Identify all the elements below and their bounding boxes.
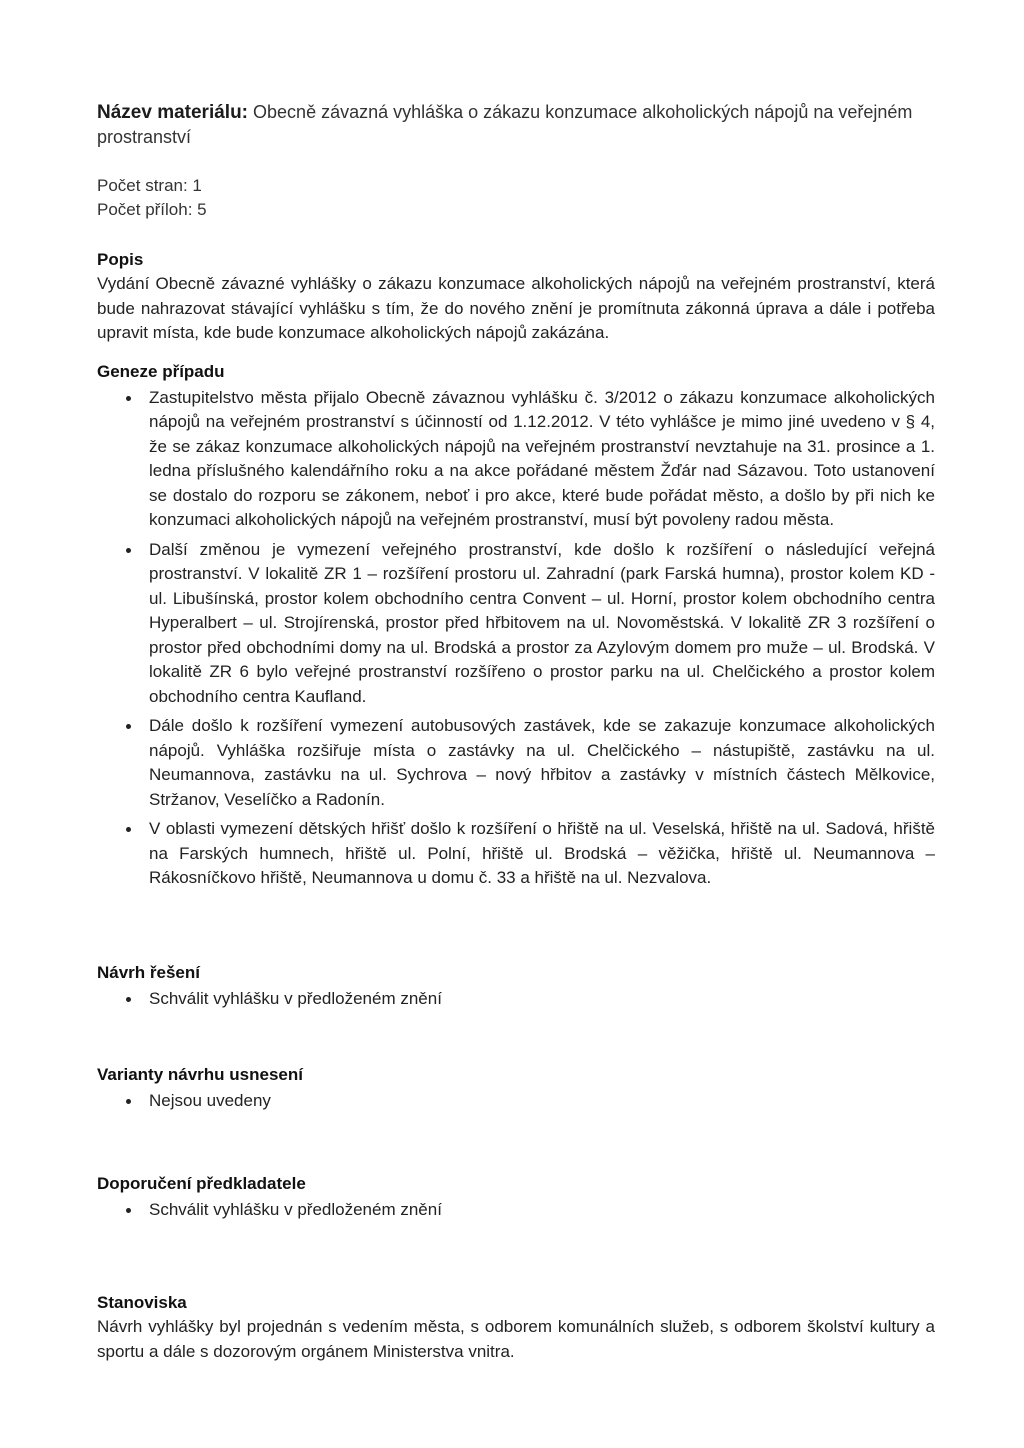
material-title-value: Obecně závazná vyhláška o zákazu konzumace alkoholických nápojů na veřejném prostranství: [97, 102, 913, 147]
list-item: [97, 714, 935, 812]
section-heading-navrh-reseni: Návrh řešení: [97, 962, 200, 982]
list-item-text: Schválit vyhlášku v předloženém znění: [149, 988, 442, 1008]
section-heading-varianty: Varianty návrhu usnesení: [97, 1065, 303, 1084]
material-title-label: Název materiálu:: [97, 102, 249, 123]
section-navrh-reseni: [97, 961, 935, 1012]
document-content: [97, 100, 935, 1364]
material-title: [97, 100, 935, 150]
list-item-text: Zastupitelstvo města přijalo Obecně závaznou vyhlášku č. 3/2012 o zákazu konzumace alkoholických nápojů na veřejném prostranství s účinností od 1.12.2012. V této vyhlášce je mimo jiné uvedeno v § 4, že se zákaz konzumace alkoholických nápojů na veřejném prostranství nevztahuje na 31. prosince a 1. ledna příslušného kalendářního roku a na akce pořádané městem Žďár nad Sázavou. Toto ustanovení se dostalo do rozporu se zákonem, neboť i pro akce, které bude pořádat město, a došlo by při nich ke konzumaci alkoholických nápojů na veřejném prostranství, musí být povoleny radou města.: [149, 387, 935, 529]
list-item-text: Dále došlo k rozšíření vymezení autobusových zastávek, kde se zakazuje konzumace alkoholických nápojů. Vyhláška rozšiřuje místa o zastávky na ul. Chelčického – nástupiště, zastávku na ul. Neumannova, zastávku na ul. Sychrova – nový hřbitov a zastávky v místních částech Mělkovice, Stržanov, Veselíčko a Radonín.: [149, 716, 935, 809]
doporuceni-list: [97, 1198, 935, 1223]
list-item-text: Nejsou uvedeny: [149, 1091, 271, 1110]
section-geneze: [97, 360, 935, 891]
list-item-text: Další změnou je vymezení veřejného prostranství, kde došlo k rozšíření o následující veřejná prostranství. V lokalitě ZR 1 – rozšíření prostoru ul. Zahradní (park Farská humna), prostor kolem KD - ul. Libušínská, prostor kolem obchodního centra Convent – ul. Horní, prostor kolem obchodního centra Hyperalbert – ul. Strojírenská, prostor před hřbitovem na ul. Novoměstská. V lokalitě ZR 3 rozšíření o prostor před obchodními domy na ul. Brodská a prostor za Azylovým domem pro muže – ul. Brodská. V lokalitě ZR 6 bylo veřejné prostranství rozšířeno o prostor parku na ul. Chelčického a prostor kolem obchodního centra Kaufland.: [149, 539, 935, 706]
bullet-icon: [126, 396, 131, 401]
list-item: [97, 1089, 935, 1114]
bullet-icon: [126, 1208, 131, 1213]
list-item: [97, 1198, 935, 1223]
varianty-list: [97, 1089, 935, 1114]
bullet-icon: [126, 724, 131, 729]
geneze-list: [97, 386, 935, 891]
list-item: [97, 987, 935, 1012]
list-item-text: Schválit vyhlášku v předloženém znění: [149, 1199, 442, 1219]
section-heading-doporuceni: Doporučení předkladatele: [97, 1173, 306, 1193]
stanoviska-text: Návrh vyhlášky byl projednán s vedením města, s odborem komunálních služeb, s odborem školství kultury a sportu a dále s dozorovým orgánem Ministerstva vnitra.: [97, 1317, 935, 1361]
bullet-icon: [126, 1099, 131, 1104]
section-doporuceni: [97, 1172, 935, 1223]
section-heading-popis: Popis: [97, 250, 144, 269]
bullet-icon: [126, 997, 131, 1002]
section-varianty: [97, 1063, 935, 1114]
section-popis: [97, 248, 935, 346]
page-count: Počet stran: 1: [97, 176, 202, 195]
navrh-reseni-list: [97, 987, 935, 1012]
bullet-icon: [126, 548, 131, 553]
section-heading-stanoviska: Stanoviska: [97, 1293, 187, 1312]
section-heading-geneze: Geneze případu: [97, 361, 225, 381]
bullet-icon: [126, 827, 131, 832]
document-counts: [97, 174, 935, 222]
list-item: [97, 817, 935, 891]
section-stanoviska: [97, 1291, 935, 1364]
list-item-text: V oblasti vymezení dětských hřišť došlo k rozšíření o hřiště na ul. Veselská, hřiště na ul. Sadová, hřiště na Farských humnech, hřiště ul. Polní, hřiště ul. Brodská – věžička, hřiště ul. Neumannova – Rákosníčkovo hřiště, Neumannova u domu č. 33 a hřiště na ul. Nezvalova.: [149, 819, 935, 887]
attachment-count: Počet příloh: 5: [97, 200, 207, 219]
popis-text: Vydání Obecně závazné vyhlášky o zákazu konzumace alkoholických nápojů na veřejném prostranství, která bude nahrazovat stávající vyhlášku s tím, že do nového znění je promítnuta zákonná úprava a dále i potřeba upravit místa, kde bude konzumace alkoholických nápojů zakázána.: [97, 274, 935, 342]
list-item: [97, 386, 935, 533]
list-item: [97, 538, 935, 710]
